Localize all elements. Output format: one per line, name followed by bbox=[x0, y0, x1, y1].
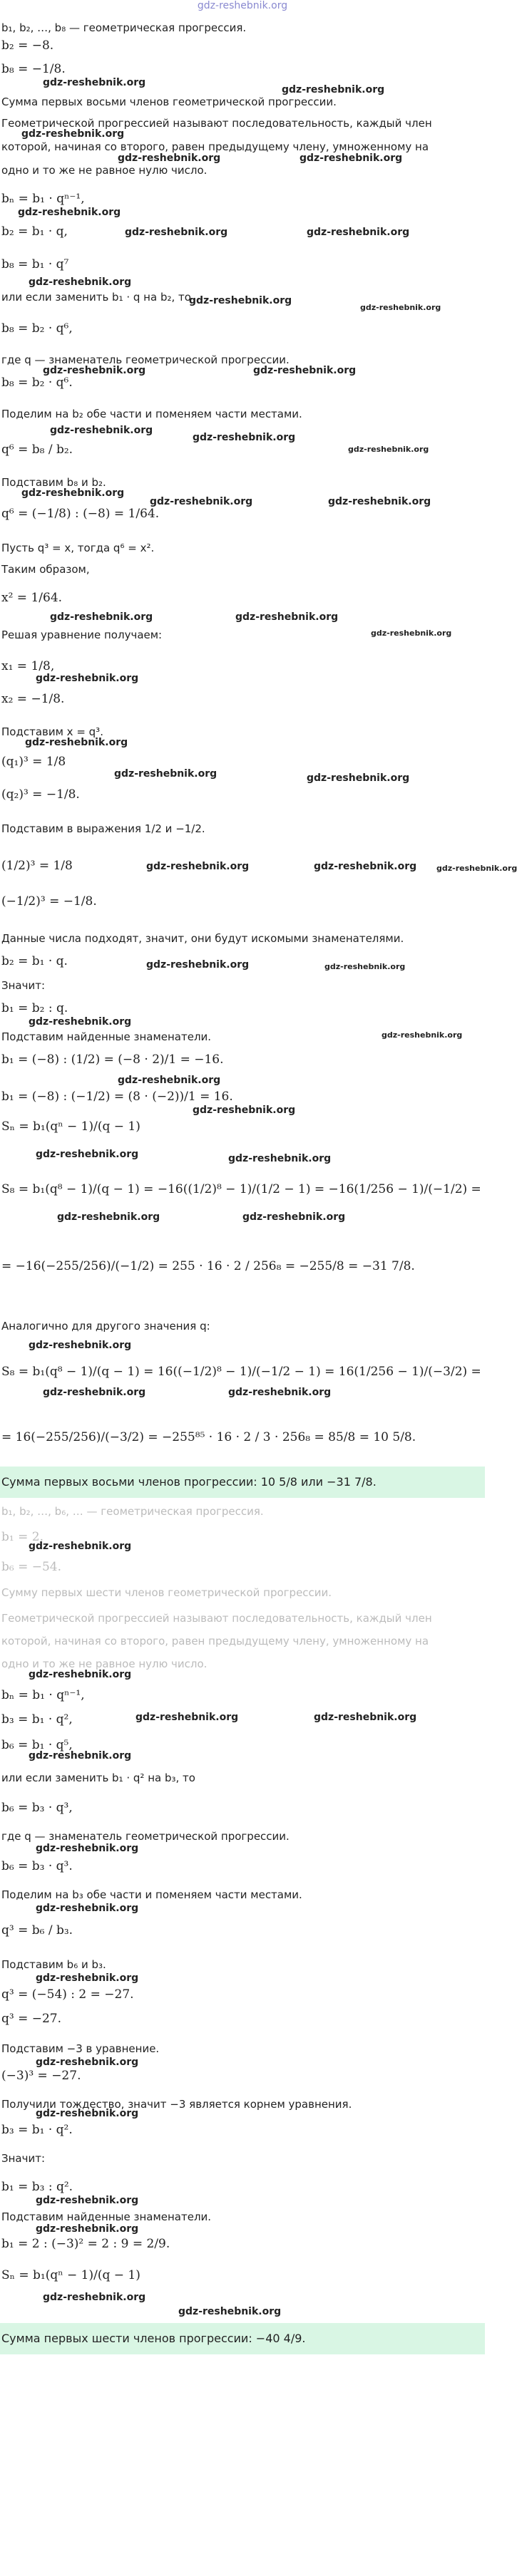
formula-bn-2: bₙ = b₁ · qⁿ⁻¹, bbox=[1, 1688, 85, 1702]
task-line-2: Сумму первых шести членов геометрической прогрессии. bbox=[1, 1586, 332, 1599]
definition-line-2-3: одно и то же не равное нулю число. bbox=[1, 1657, 208, 1670]
given-line: b₁, b₂, …, b₈ — геометрическая прогрессия. bbox=[1, 21, 247, 34]
where-line-2: где q — знаменатель геометрической прогрессии. bbox=[1, 1830, 290, 1843]
formula-q6-value: q⁶ = (−1/8) : (−8) = 1/64. bbox=[1, 507, 160, 521]
given-line-2: b₁, b₂, …, b₆, … — геометрическая прогрессия. bbox=[1, 1505, 264, 1518]
watermark: gdz-reshebnik.org bbox=[50, 611, 153, 623]
watermark: gdz-reshebnik.org bbox=[57, 1211, 160, 1223]
watermark: gdz-reshebnik.org bbox=[146, 959, 250, 971]
formula-q3-final: q³ = −27. bbox=[1, 2012, 62, 2026]
watermark: gdz-reshebnik.org bbox=[135, 1712, 239, 1723]
subst-line: Подставим b₈ и b₂. bbox=[1, 476, 106, 489]
watermark: gdz-reshebnik.org bbox=[328, 496, 431, 507]
formula-half-cube: (1/2)³ = 1/8 bbox=[1, 859, 73, 873]
formula-q1-cube: (q₁)³ = 1/8 bbox=[1, 755, 66, 769]
watermark: gdz-reshebnik.org bbox=[307, 227, 410, 238]
watermark: gdz-reshebnik.org bbox=[189, 295, 292, 306]
formula-neg-half-cube: (−1/2)³ = −1/8. bbox=[1, 894, 97, 909]
watermark: gdz-reshebnik.org bbox=[360, 303, 441, 312]
watermark: gdz-reshebnik.org bbox=[50, 425, 153, 436]
substfound-line: Подставим найденные знаменатели. bbox=[1, 1030, 212, 1043]
subst-line-2: Подставим b₆ и b₃. bbox=[1, 1958, 106, 1971]
watermark: gdz-reshebnik.org bbox=[36, 1843, 139, 1854]
formula-s8-second-result: = 16(−255/256)/(−3/2) = −255⁸⁵ · 16 · 2 / 3 · 256₈ = 85/8 = 10 5/8. bbox=[1, 1430, 416, 1444]
watermark: gdz-reshebnik.org bbox=[118, 152, 221, 164]
formula-q3-value: q³ = (−54) : 2 = −27. bbox=[1, 1987, 134, 2002]
formula-x2-value: x₂ = −1/8. bbox=[1, 692, 65, 706]
site-watermark-top: gdz-reshebnik.org bbox=[197, 0, 288, 11]
watermark: gdz-reshebnik.org bbox=[21, 128, 125, 140]
watermark: gdz-reshebnik.org bbox=[242, 1211, 346, 1223]
watermark: gdz-reshebnik.org bbox=[18, 207, 121, 218]
watermark: gdz-reshebnik.org bbox=[29, 1669, 132, 1680]
watermark: gdz-reshebnik.org bbox=[36, 2108, 139, 2119]
watermark: gdz-reshebnik.org bbox=[29, 1016, 132, 1028]
watermark: gdz-reshebnik.org bbox=[25, 737, 128, 748]
formula-b6-b3: b₆ = b₃ · q³, bbox=[1, 1801, 73, 1815]
formula-q3-ratio: q³ = b₆ / b₃. bbox=[1, 1923, 73, 1938]
watermark: gdz-reshebnik.org bbox=[36, 2195, 139, 2206]
formula-sn-2: Sₙ = b₁(qⁿ − 1)/(q − 1) bbox=[1, 2268, 140, 2282]
formula-q2-cube: (q₂)³ = −1/8. bbox=[1, 787, 80, 802]
let-line: Пусть q³ = x, тогда q⁶ = x². bbox=[1, 542, 155, 554]
watermark: gdz-reshebnik.org bbox=[228, 1387, 332, 1398]
formula-b2-q: b₂ = b₁ · q. bbox=[1, 954, 68, 968]
subst3-line: Подставим −3 в уравнение. bbox=[1, 2042, 160, 2055]
watermark: gdz-reshebnik.org bbox=[300, 152, 403, 164]
definition-line-2-1: Геометрической прогрессией называют последовательность, каждый член bbox=[1, 1612, 432, 1625]
watermark: gdz-reshebnik.org bbox=[43, 77, 146, 88]
watermark: gdz-reshebnik.org bbox=[36, 673, 139, 684]
formula-neg3-cube: (−3)³ = −27. bbox=[1, 2069, 81, 2083]
substx-line: Подставим x = q³. bbox=[1, 725, 103, 738]
watermark: gdz-reshebnik.org bbox=[324, 962, 406, 971]
watermark: gdz-reshebnik.org bbox=[150, 496, 253, 507]
definition-line-1: Геометрической прогрессией называют последовательность, каждый член bbox=[1, 117, 432, 130]
formula-b3-b1: b₃ = b₁ · q², bbox=[1, 1712, 73, 1727]
formula-b1-div-2: b₁ = b₃ : q². bbox=[1, 2180, 73, 2194]
answer-box-1 bbox=[0, 1467, 485, 1498]
formula-b6-given: b₆ = −54. bbox=[1, 1560, 62, 1574]
watermark: gdz-reshebnik.org bbox=[307, 772, 410, 784]
watermark: gdz-reshebnik.org bbox=[193, 1105, 296, 1116]
watermark: gdz-reshebnik.org bbox=[36, 2057, 139, 2068]
formula-b8-b2: b₈ = b₂ · q⁶, bbox=[1, 321, 73, 336]
substexpr-line: Подставим в выражения 1/2 и −1/2. bbox=[1, 822, 205, 835]
formula-b2-b1: b₂ = b₁ · q, bbox=[1, 224, 68, 239]
watermark: gdz-reshebnik.org bbox=[21, 487, 125, 499]
answer-text-1: Сумма первых восьми членов прогрессии: 10 5/8 или −31 7/8. bbox=[1, 1475, 377, 1489]
definition-line-3: одно и то же не равное нулю число. bbox=[1, 164, 208, 177]
watermark: gdz-reshebnik.org bbox=[118, 1075, 221, 1086]
solve-line: Решая уравнение получаем: bbox=[1, 629, 163, 641]
watermark: gdz-reshebnik.org bbox=[348, 445, 429, 454]
formula-s8-first: S₈ = b₁(q⁸ − 1)/(q − 1) = −16((1/2)⁸ − 1)/(1/2 − 1) = −16(1/256 − 1)/(−1/2) = bbox=[1, 1182, 481, 1196]
definition-line-2-2: которой, начиная со второго, равен предыдущему члену, умноженному на bbox=[1, 1635, 429, 1647]
watermark: gdz-reshebnik.org bbox=[193, 432, 296, 443]
watermark: gdz-reshebnik.org bbox=[36, 1972, 139, 1984]
formula-b1-neg16: b₁ = (−8) : (1/2) = (−8 · 2)/1 = −16. bbox=[1, 1052, 224, 1067]
watermark: gdz-reshebnik.org bbox=[228, 1153, 332, 1164]
thus-line: Таким образом, bbox=[1, 563, 90, 576]
means-line: Значит: bbox=[1, 979, 46, 992]
watermark: gdz-reshebnik.org bbox=[36, 1149, 139, 1160]
divide-line: Поделим на b₂ обе части и поменяем части местами. bbox=[1, 408, 302, 420]
formula-b1-16: b₁ = (−8) : (−1/2) = (8 · (−2))/1 = 16. bbox=[1, 1090, 233, 1104]
watermark: gdz-reshebnik.org bbox=[36, 1903, 139, 1914]
replace-line: или если заменить b₁ · q на b₂, то bbox=[1, 291, 191, 304]
task-line: Сумма первых восьми членов геометрической прогрессии. bbox=[1, 95, 337, 108]
fit-line: Данные числа подходят, значит, они будут искомыми знаменателями. bbox=[1, 932, 404, 945]
watermark: gdz-reshebnik.org bbox=[382, 1030, 463, 1040]
watermark: gdz-reshebnik.org bbox=[253, 365, 357, 376]
formula-x1: x₁ = 1/8, bbox=[1, 659, 55, 673]
formula-s8-second: S₈ = b₁(q⁸ − 1)/(q − 1) = 16((−1/2)⁸ − 1)/(−1/2 − 1) = 16(1/256 − 1)/(−3/2) = bbox=[1, 1365, 481, 1379]
watermark: gdz-reshebnik.org bbox=[371, 629, 452, 638]
formula-sn: Sₙ = b₁(qⁿ − 1)/(q − 1) bbox=[1, 1119, 140, 1134]
answer-text-2: Сумма первых шести членов прогрессии: −40 4/9. bbox=[1, 2332, 306, 2345]
watermark: gdz-reshebnik.org bbox=[29, 1340, 132, 1351]
watermark: gdz-reshebnik.org bbox=[43, 2292, 146, 2303]
watermark: gdz-reshebnik.org bbox=[125, 227, 228, 238]
formula-b8: b₈ = −1/8. bbox=[1, 62, 66, 76]
watermark: gdz-reshebnik.org bbox=[29, 276, 132, 288]
analog-line: Аналогично для другого значения q: bbox=[1, 1320, 210, 1333]
formula-b2: b₂ = −8. bbox=[1, 38, 54, 53]
watermark: gdz-reshebnik.org bbox=[36, 2223, 139, 2235]
formula-b1-given: b₁ = 2. bbox=[1, 1530, 43, 1544]
watermark: gdz-reshebnik.org bbox=[178, 2306, 282, 2317]
watermark: gdz-reshebnik.org bbox=[314, 1712, 417, 1723]
watermark: gdz-reshebnik.org bbox=[146, 861, 250, 872]
formula-s8-first-result: = −16(−255/256)/(−1/2) = 255 · 16 · 2 / 256₈ = −255/8 = −31 7/8. bbox=[1, 1259, 415, 1273]
definition-line-2: которой, начиная со второго, равен предыдущему члену, умноженному на bbox=[1, 140, 429, 153]
watermark: gdz-reshebnik.org bbox=[43, 1387, 146, 1398]
formula-b1-2-9: b₁ = 2 : (−3)² = 2 : 9 = 2/9. bbox=[1, 2237, 170, 2251]
where-line: где q — знаменатель геометрической прогрессии. bbox=[1, 353, 290, 366]
formula-q6-ratio: q⁶ = b₈ / b₂. bbox=[1, 443, 73, 457]
watermark: gdz-reshebnik.org bbox=[29, 1750, 132, 1762]
formula-bn: bₙ = b₁ · qⁿ⁻¹, bbox=[1, 192, 85, 206]
formula-b6-b1: b₆ = b₁ · q⁵, bbox=[1, 1738, 73, 1752]
watermark: gdz-reshebnik.org bbox=[29, 1541, 132, 1552]
formula-x2: x² = 1/64. bbox=[1, 591, 63, 605]
watermark: gdz-reshebnik.org bbox=[114, 768, 217, 780]
formula-b8-b1: b₈ = b₁ · q⁷ bbox=[1, 257, 69, 271]
formula-b3-q2: b₃ = b₁ · q². bbox=[1, 2123, 73, 2137]
formula-b8-b2-repeat: b₈ = b₂ · q⁶. bbox=[1, 376, 73, 390]
means-line-2: Значит: bbox=[1, 2152, 46, 2165]
substfound-line-2: Подставим найденные знаменатели. bbox=[1, 2210, 212, 2223]
watermark: gdz-reshebnik.org bbox=[436, 864, 517, 873]
watermark: gdz-reshebnik.org bbox=[282, 84, 385, 95]
formula-b1-div: b₁ = b₂ : q. bbox=[1, 1001, 68, 1015]
watermark: gdz-reshebnik.org bbox=[314, 861, 417, 872]
formula-b6-b3-repeat: b₆ = b₃ · q³. bbox=[1, 1859, 73, 1873]
replace-line-2: или если заменить b₁ · q² на b₃, то bbox=[1, 1771, 195, 1784]
identity-line: Получили тождество, значит −3 является корнем уравнения. bbox=[1, 2098, 352, 2111]
answer-box-2 bbox=[0, 2323, 485, 2354]
watermark: gdz-reshebnik.org bbox=[235, 611, 339, 623]
divide-line-2: Поделим на b₃ обе части и поменяем части местами. bbox=[1, 1888, 302, 1901]
watermark: gdz-reshebnik.org bbox=[43, 365, 146, 376]
